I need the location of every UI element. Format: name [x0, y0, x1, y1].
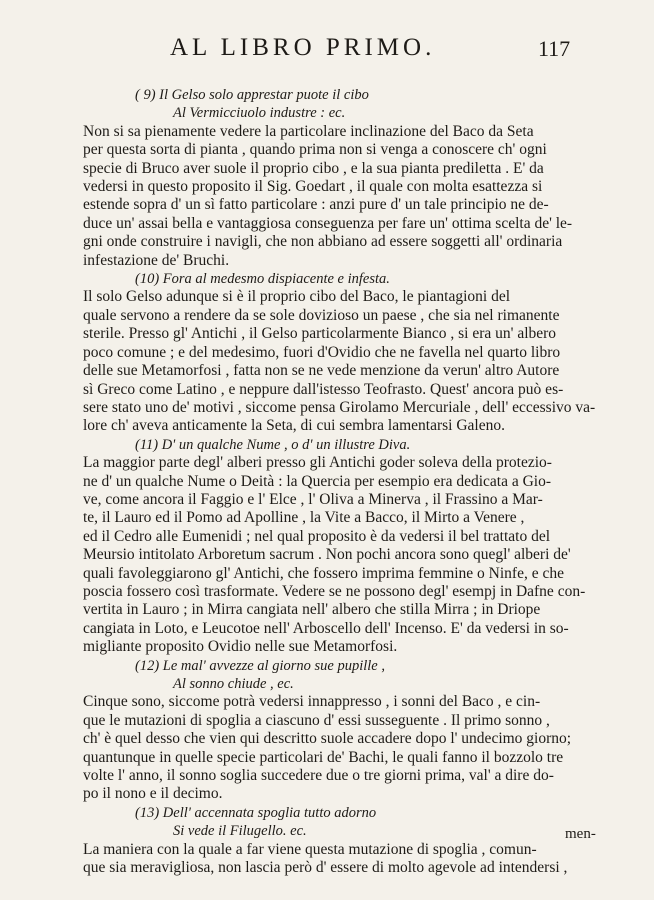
note-heading: Si vede il Filugello. ec. [173, 823, 307, 840]
text-line: volte l' anno, il sonno soglia succedere due o tre giorni prima, val' a dire do- [83, 767, 554, 785]
text-line: ch' è quel desso che vien qui descritto suole accadere dopo l' undecimo giorno; [83, 730, 572, 748]
text-line: que le mutazioni di spoglia a ciascuno d' essi susseguente . Il primo sonno , [83, 711, 550, 729]
note-heading: (10) Fora al medesmo dispiacente e infesta. [135, 271, 390, 288]
text-line: cangiata in Loto, e Leucotoe nell' Arboscello dell' Incenso. E' da vedersi in so- [83, 619, 569, 637]
note-section-10 [83, 270, 623, 436]
text-line: delle sue Metamorfosi , fatta non se ne vede menzione da verun' altro Autore [83, 362, 560, 380]
catchword: men- [565, 826, 596, 842]
text-line: sterile. Presso gl' Antichi , il Gelso particolarmente Bianco , si era un' albero [83, 325, 557, 343]
note-heading: (13) Dell' accennata spoglia tutto adorno [135, 804, 377, 821]
note-heading: (11) D' un qualche Nume , o d' un illustre Diva. [135, 436, 411, 453]
note-heading: Al sonno chiude , ec. [173, 676, 294, 692]
text-line: quantunque in quelle specie particolari de' Bachi, le quali fanno il bozzolo tre [83, 748, 564, 766]
running-head [0, 34, 654, 70]
text-line: ed il Cedro alle Eumenidi ; nel qual proposito è da vedersi il bel trattato del [83, 527, 551, 545]
text-line: quali favoleggiarono gl' Antichi, che fossero imprima femmine o Ninfe, e che [83, 564, 564, 582]
text-line: gni onde construire i navigli, che non abbiano ad essere soggetti all' ordinaria [83, 233, 563, 251]
text-line: Il solo Gelso adunque si è il proprio cibo del Baco, le piantagioni del [83, 288, 511, 306]
text-line: migliante proposito Ovidio nelle sue Metamorfosi. [83, 638, 398, 656]
note-section-13 [83, 804, 623, 878]
text-line: sere stato uno de' motivi , siccome pensa Girolamo Mercuriale , dell' eccessivo va- [83, 398, 596, 416]
note-heading: ( 9) Il Gelso solo apprestar puote il cibo [135, 87, 369, 103]
text-line: La maggior parte degl' alberi presso gli Antichi goder soleva della protezio- [83, 454, 552, 472]
text-line: Cinque sono, siccome potrà vedersi innappresso , i sonni del Baco , e cin- [83, 693, 541, 711]
page-body [83, 86, 623, 877]
text-line: lore ch' aveva anticamente la Seta, di cui sembra lamentarsi Galeno. [83, 417, 505, 435]
note-heading: (12) Le mal' avvezze al giorno sue pupille , [135, 657, 385, 674]
text-line: specie di Bruco aver suole il proprio cibo , e la sua pianta prediletta . E' da [83, 159, 544, 177]
text-line: quale servono a rendere da se sole dovizioso un paese , che sia nel rimanente [83, 306, 560, 324]
text-line: te, il Lauro ed il Pomo ad Apolline , la Vite a Bacco, il Mirto a Venere , [83, 509, 525, 527]
text-line: po il nono e il decimo. [83, 785, 223, 803]
text-line: vertita in Lauro ; in Mirra cangiata nell' albero che stilla Mirra ; in Driope [83, 601, 541, 619]
text-line: La maniera con la quale a far viene questa mutazione di spoglia , comun- [83, 840, 537, 858]
note-heading: Al Vermicciuolo industre : ec. [173, 105, 346, 122]
text-line: ve, come ancora il Faggio e l' Elce , l' Oliva a Minerva , il Frassino a Mar- [83, 490, 543, 508]
running-head-title: AL LIBRO PRIMO. [170, 34, 436, 61]
text-line: per questa sorta di pianta , quando prima non si venga a conoscere ch' ogni [83, 141, 547, 159]
text-line: estende sopra d' un sì fatto particolare : anzi pure d' un tale principio ne de- [83, 196, 549, 214]
text-line: vedersi in questo proposito il Sig. Goedart , il quale con molta esattezza si [83, 178, 543, 196]
text-line: duce un' assai bella e vantaggiosa conseguenza per fare un' ottima scelta de' le- [83, 214, 573, 232]
text-line: poscia fossero così trasformate. Vedere se ne possono degl' esempj in Dafne con- [83, 582, 586, 600]
text-line: ne d' un qualche Nume o Deità : la Quercia per esempio era dedicata a Gio- [83, 472, 552, 490]
note-section-9 [83, 86, 623, 270]
text-line: Meursio intitolato Arboretum sacrum . Non pochi ancora sono quegl' alberi de' [83, 546, 571, 564]
note-section-12 [83, 657, 623, 804]
text-line: sì Greco come Latino , e neppure dall'istesso Teofrasto. Quest' ancora può es- [83, 380, 564, 398]
page-number: 117 [538, 36, 571, 61]
text-line: que sia meravigliosa, non lascia però d' essere di molto agevole ad intendersi , [83, 859, 568, 877]
text-line: Non si sa pienamente vedere la particolare inclinazione del Baco da Seta [83, 122, 534, 140]
note-section-11 [83, 436, 623, 657]
text-line: poco comune ; e del medesimo, fuori d'Ovidio che ne favella nel quarto libro [83, 343, 561, 361]
text-line: infestazione de' Bruchi. [83, 251, 230, 269]
